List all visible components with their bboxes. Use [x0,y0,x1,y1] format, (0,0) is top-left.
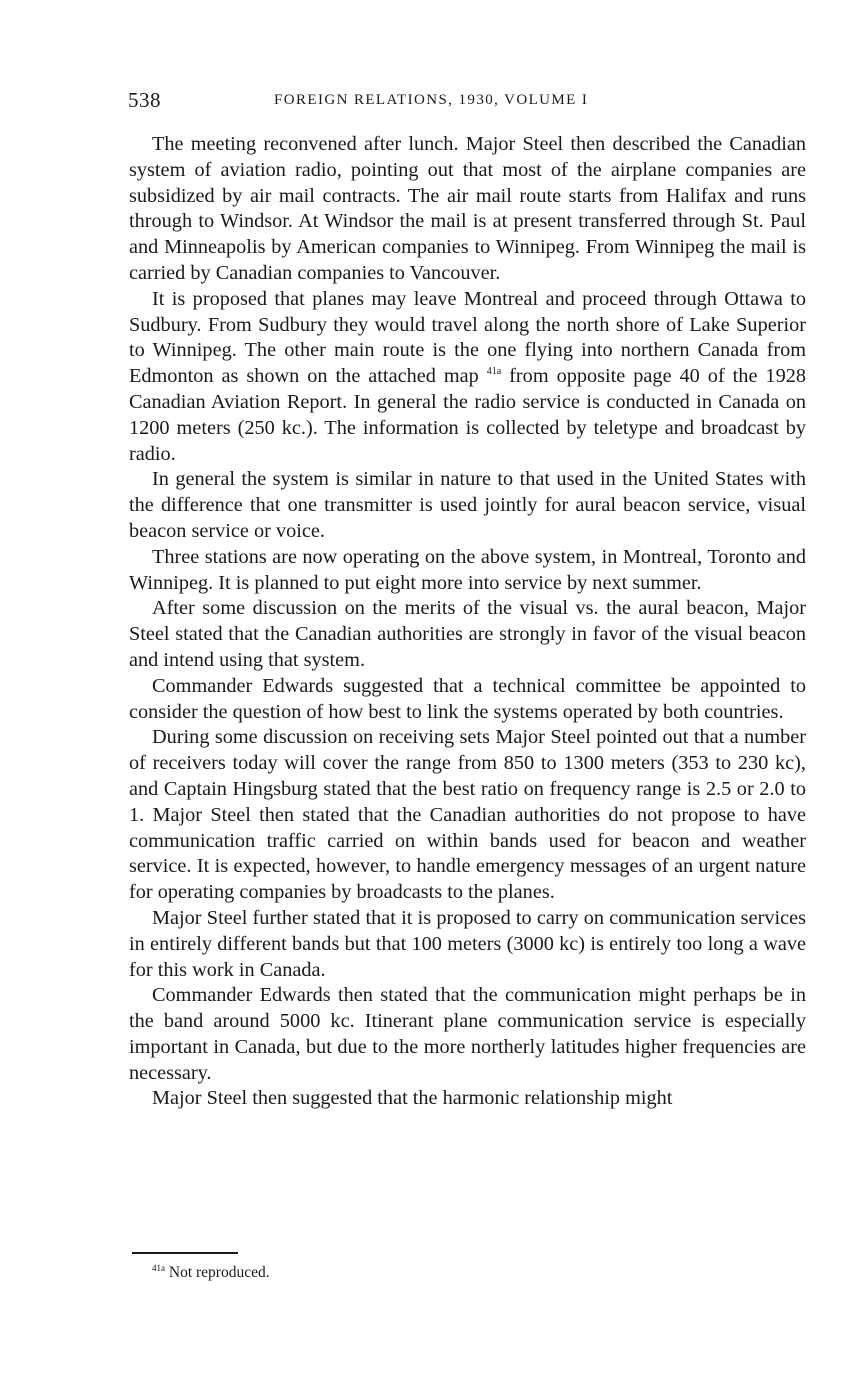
paragraph: After some discussion on the merits of the visual vs. the aural beacon, Major Steel stated that the Canadian authorities are strongly in favor of the visual beacon and intend using that system. [129,597,806,671]
footnote-reference: 41a [486,366,502,378]
body-text [129,132,806,1112]
paragraph: Commander Edwards then stated that the communication might perhaps be in the band around 5000 kc. Itinerant plane communication service is especially important in Canada, but due to the more northerly latitudes higher frequencies are necessary. [129,984,806,1084]
page-number: 538 [128,88,161,112]
paragraph-text: from opposite page 40 of the 1928 Canadian Aviation Report. In general the radio service is conducted in Canada on 1200 meters (250 kc.). The information is collected by teletype and broadcast by radio. [129,365,806,465]
paragraph: In general the system is similar in nature to that used in the United States with the difference that one transmitter is used jointly for aural beacon service, visual beacon service or voice. [129,468,806,542]
footnote [152,1263,270,1283]
paragraph: Commander Edwards suggested that a technical committee be appointed to consider the question of how best to link the systems operated by both countries. [129,674,806,723]
footnote-marker: 41a [152,1263,165,1273]
paragraph-text: It is proposed that planes may leave Montreal and proceed through Ottawa to Sudbury. From Sudbury they would travel along the north shore of Lake Superior to Winnipeg. The other main route is the one flying into northern Canada from Edmonton as shown on the attached map [129,287,806,388]
footnote-text: Not reproduced. [168,1264,270,1281]
paragraph: Major Steel further stated that it is proposed to carry on communication services in entirely different bands but that 100 meters (3000 kc) is entirely too long a wave for this work in Canada. [129,906,806,981]
page-header [128,88,808,114]
running-head: FOREIGN RELATIONS, 1930, VOLUME I [274,92,589,108]
paragraph: During some discussion on receiving sets Major Steel pointed out that a number of receivers today will cover the range from 850 to 1300 meters (353 to 230 kc), and Captain Hingsburg stated that the best ratio on frequency range is 2.5 or 2.0 to 1. Major Steel then stated that the Canadian authorities do not propose to have communication traffic carried on within bands used for beacon and weather service. It is expected, however, to handle emergency messages of an urgent nature for operating companies by broadcasts to the planes. [129,726,806,904]
paragraph: Major Steel then suggested that the harmonic relationship might [152,1087,673,1110]
paragraph: The meeting reconvened after lunch. Major Steel then described the Canadian system of aviation radio, pointing out that most of the airplane companies are subsidized by air mail contracts. The air mail route starts from Halifax and runs through to Windsor. At Windsor the mail is at present transferred through St. Paul and Minneapolis by American companies to Winnipeg. From Winnipeg the mail is carried by Canadian companies to Vancouver. [129,133,806,284]
footnote-divider [132,1252,238,1254]
paragraph [129,287,806,468]
paragraph: Three stations are now operating on the above system, in Montreal, Toronto and Winnipeg. It is planned to put eight more into service by next summer. [129,545,806,594]
